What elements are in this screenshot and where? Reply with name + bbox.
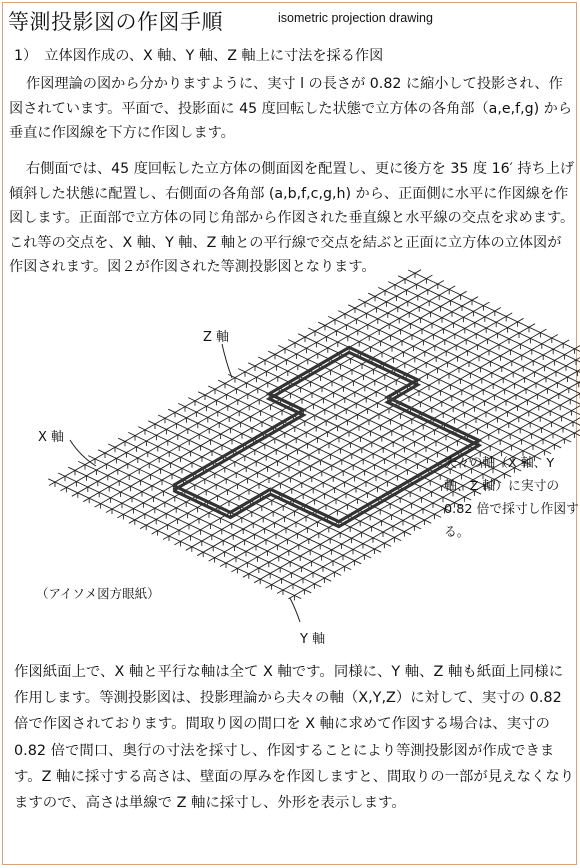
x-axis-leader xyxy=(70,440,96,466)
scale-note: 夫々の軸（X 軸、Y 軸、Z 軸）に実寸の 0.82 倍で採寸し作図する。 xyxy=(444,456,579,540)
y-axis-label: Y 軸 xyxy=(300,632,326,647)
body-paragraph-1: 作図理論の図から分かりますように、実寸 l の長さが 0.82 に縮小して投影され、作図されています。平面で、投影面に 45 度回転した状態で立方体の各角部（a,e,f,g) から垂直に作図線を下方に作図します。 xyxy=(9,76,573,141)
grid-line-y xyxy=(398,276,580,396)
y-axis-leader xyxy=(290,598,300,622)
z-axis-label: Z 軸 xyxy=(203,330,230,345)
z-axis-leader xyxy=(222,344,232,378)
page-subtitle: isometric projection drawing xyxy=(278,11,433,25)
page-title: 等測投影図の作図手順 xyxy=(8,10,223,34)
body-paragraph-3: 作図紙面上で、X 軸と平行な軸は全て X 軸です。同様に、Y 軸、Z 軸も紙面上同様に作用します。等測投影図は、投影理論から夫々の軸（X,Y,Z）に対して、実寸の 0.82 倍で作図されております。間取り図の間口を X 軸に求めて作図する場合は、実寸の 0.82 倍で間口、奥行の寸法を採寸し、作図することにより等測投影図が作成できます。Z 軸に採寸する高さは、壁面の厚みを作図しますと、間取りの一部が見えなくなりますので、高さは単線で Z 軸に採寸し、外形を表示します。 xyxy=(14,664,575,812)
x-axis-label: X 軸 xyxy=(38,430,65,445)
isometric-grid xyxy=(48,270,580,601)
floor-plan-outline xyxy=(173,347,478,526)
grid-paper-caption: （アイソメ図方眼紙） xyxy=(36,586,160,601)
body-paragraph-2: 右側面では、45 度回転した立方体の側面図を配置し、更に後方を 35 度 16′ 持ち上げ傾斜した状態に配置し、右側面の各角部 (a,b,f,c,g,h) から、正面側に水平に作図線を作図します。正面部で立方体の同じ角部から作図された垂直線と水平線の交点を求めます。これ等の交点を、X 軸、Y 軸、Z 軸との平行線で交点を結ぶと正面に立方体の立体図が作図されます。図２が作図された等測投影図となります。 xyxy=(9,161,575,275)
section-heading: 1） 立体図作成の、X 軸、Y 軸、Z 軸上に寸法を採る作図 xyxy=(14,48,384,64)
